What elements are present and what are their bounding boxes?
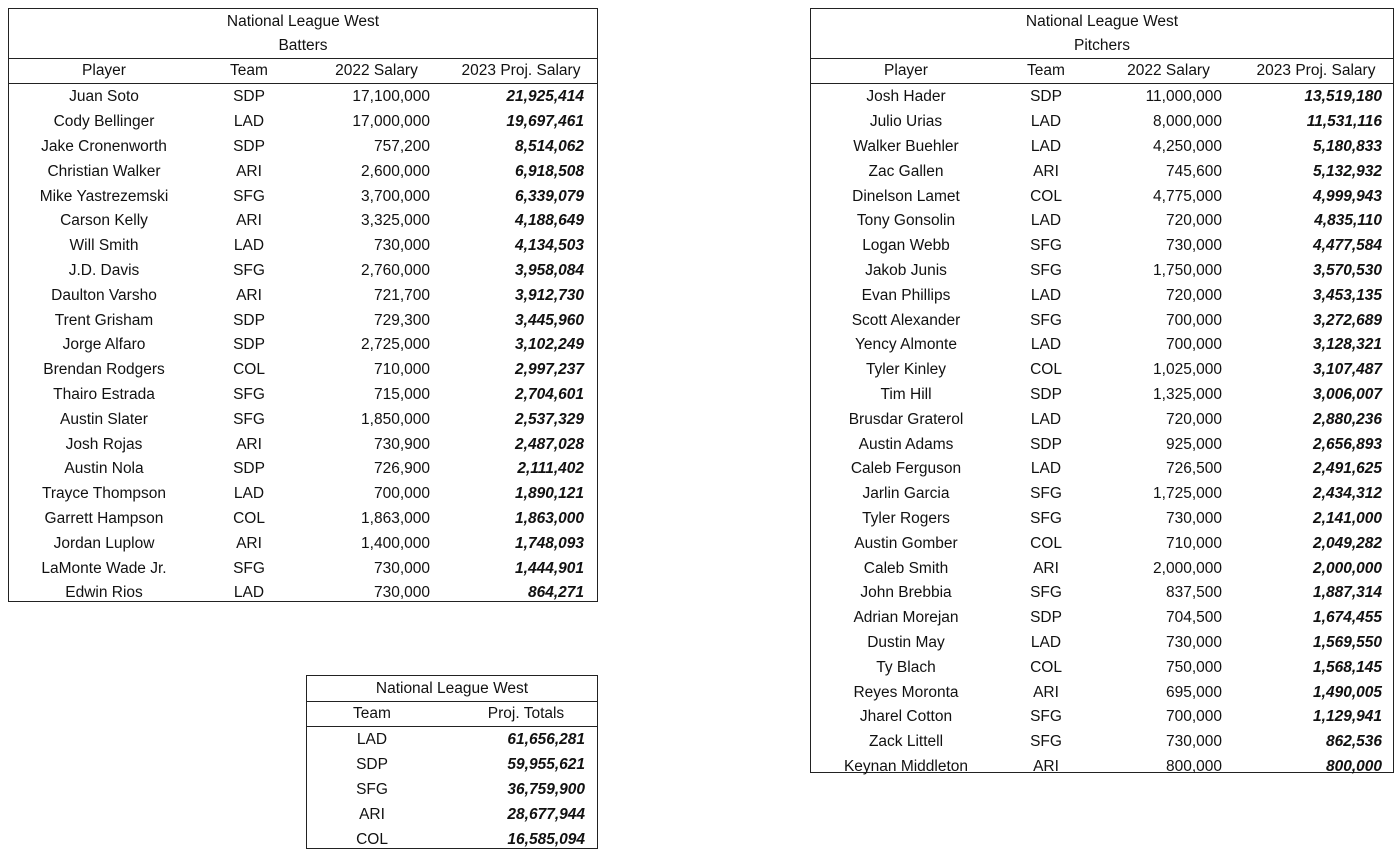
batters-title-league: National League West: [226, 13, 380, 30]
proj-salary-2023: 3,102,249: [515, 336, 584, 354]
table-row: [9, 308, 597, 333]
table-row: [9, 383, 597, 408]
salary-2022: 720,000: [1165, 286, 1222, 304]
proj-salary-2023: 3,272,689: [1313, 311, 1382, 329]
proj-total: 28,677,944: [507, 805, 585, 823]
table-row: [811, 581, 1393, 606]
player-name: Julio Urias: [869, 113, 943, 131]
player-name: Yency Almonte: [855, 336, 957, 354]
player-name: Daulton Varsho: [51, 286, 157, 304]
col-header-2023-proj-salary: 2023 Proj. Salary: [1256, 62, 1376, 79]
proj-salary-2023: 2,537,329: [515, 410, 584, 428]
player-name: Brendan Rodgers: [43, 361, 165, 379]
proj-salary-2023: 1,444,901: [515, 559, 584, 577]
proj-salary-2023: 1,568,145: [1313, 658, 1382, 676]
proj-salary-2023: 5,180,833: [1313, 137, 1382, 155]
player-name: Brusdar Graterol: [848, 410, 964, 428]
player-name: Reyes Moronta: [853, 683, 959, 701]
team-code: SFG: [1030, 584, 1062, 602]
player-name: Juan Soto: [69, 88, 139, 106]
batters-header-row: [9, 59, 597, 84]
table-row: [9, 184, 597, 209]
player-name: Austin Adams: [858, 435, 954, 453]
salary-2022: 8,000,000: [1153, 113, 1222, 131]
team-code: ARI: [236, 162, 262, 180]
table-row: [9, 333, 597, 358]
table-row: [811, 482, 1393, 507]
proj-salary-2023: 3,570,530: [1313, 261, 1382, 279]
player-name: Jakob Junis: [865, 261, 947, 279]
team-code: SFG: [233, 261, 265, 279]
player-name: Austin Nola: [64, 460, 144, 478]
salary-2022: 726,900: [373, 460, 430, 478]
table-row: [307, 728, 597, 753]
proj-salary-2023: 3,128,321: [1313, 336, 1382, 354]
table-row: [9, 209, 597, 234]
proj-salary-2023: 21,925,414: [506, 88, 584, 106]
table-row: [811, 358, 1393, 383]
salary-2022: 700,000: [1165, 708, 1222, 726]
salary-2022: 710,000: [1165, 534, 1222, 552]
proj-salary-2023: 4,477,584: [1313, 237, 1382, 255]
proj-salary-2023: 1,674,455: [1313, 609, 1382, 627]
team-code: LAD: [1030, 286, 1062, 304]
table-row: [811, 730, 1393, 755]
player-name: LaMonte Wade Jr.: [41, 559, 167, 577]
proj-salary-2023: 3,453,135: [1313, 286, 1382, 304]
table-row: [811, 407, 1393, 432]
salary-2022: 721,700: [373, 286, 430, 304]
player-name: Dustin May: [867, 633, 945, 651]
table-row: [307, 753, 597, 778]
table-row: [9, 234, 597, 259]
player-name: Caleb Smith: [863, 559, 949, 577]
player-name: Scott Alexander: [851, 311, 961, 329]
proj-salary-2023: 1,887,314: [1313, 584, 1382, 602]
salary-2022: 1,325,000: [1153, 385, 1222, 403]
table-row: [9, 482, 597, 507]
table-row: [811, 507, 1393, 532]
player-name: Austin Gomber: [854, 534, 958, 552]
salary-2022: 726,500: [1165, 460, 1222, 478]
table-row: [9, 531, 597, 556]
proj-salary-2023: 19,697,461: [506, 113, 584, 131]
salary-2022: 1,025,000: [1153, 361, 1222, 379]
team-code: SDP: [1030, 435, 1062, 453]
table-row: [9, 85, 597, 110]
player-name: Tim Hill: [880, 385, 932, 403]
table-row: [9, 159, 597, 184]
proj-salary-2023: 2,491,625: [1313, 460, 1382, 478]
table-row: [811, 680, 1393, 705]
table-row: [811, 606, 1393, 631]
salary-2022: 730,000: [1165, 237, 1222, 255]
player-name: John Brebbia: [860, 584, 952, 602]
player-name: Josh Rojas: [65, 435, 143, 453]
salary-2022: 750,000: [1165, 658, 1222, 676]
salary-2022: 745,600: [1165, 162, 1222, 180]
team-code: ARI: [359, 805, 385, 823]
proj-salary-2023: 8,514,062: [515, 137, 584, 155]
proj-salary-2023: 1,748,093: [515, 534, 584, 552]
proj-salary-2023: 3,912,730: [515, 286, 584, 304]
salary-2022: 757,200: [373, 137, 430, 155]
team-code: LAD: [1030, 410, 1062, 428]
totals-header-row: [307, 702, 597, 727]
proj-salary-2023: 864,271: [527, 584, 584, 602]
proj-salary-2023: 2,000,000: [1313, 559, 1382, 577]
table-row: [811, 705, 1393, 730]
team-code: LAD: [1030, 212, 1062, 230]
player-name: Adrian Morejan: [853, 609, 959, 627]
team-code: LAD: [1030, 113, 1062, 131]
team-code: ARI: [1033, 757, 1059, 775]
salary-2022: 695,000: [1165, 683, 1222, 701]
team-code: ARI: [1033, 559, 1059, 577]
salary-2022: 1,850,000: [361, 410, 430, 428]
team-code: SDP: [233, 336, 265, 354]
player-name: Jharel Cotton: [859, 708, 953, 726]
proj-salary-2023: 2,656,893: [1313, 435, 1382, 453]
team-code: SFG: [356, 780, 388, 798]
table-row: [811, 159, 1393, 184]
team-code: SFG: [1030, 237, 1062, 255]
salary-2022: 700,000: [1165, 311, 1222, 329]
team-code: ARI: [236, 435, 262, 453]
pitchers-title-group: Pitchers: [1074, 37, 1130, 54]
proj-salary-2023: 1,129,941: [1313, 708, 1382, 726]
col-header-team: Team: [353, 705, 391, 722]
pitchers-rows: [811, 84, 1393, 779]
salary-2022: 730,900: [373, 435, 430, 453]
salary-2022: 730,000: [1165, 733, 1222, 751]
table-row: [9, 358, 597, 383]
col-header-player: Player: [884, 62, 928, 79]
team-code: LAD: [1030, 633, 1062, 651]
proj-salary-2023: 2,049,282: [1313, 534, 1382, 552]
player-name: Jordan Luplow: [53, 534, 155, 552]
proj-salary-2023: 3,107,487: [1313, 361, 1382, 379]
table-row: [307, 802, 597, 827]
team-code: COL: [233, 509, 265, 527]
team-code: ARI: [1033, 162, 1059, 180]
table-row: [811, 631, 1393, 656]
table-row: [811, 333, 1393, 358]
col-header-2023-proj-salary: 2023 Proj. Salary: [461, 62, 581, 79]
proj-salary-2023: 1,490,005: [1313, 683, 1382, 701]
team-code: ARI: [236, 534, 262, 552]
proj-salary-2023: 2,997,237: [515, 361, 584, 379]
table-row: [811, 209, 1393, 234]
team-code: COL: [1030, 534, 1062, 552]
team-code: SDP: [233, 460, 265, 478]
proj-total: 61,656,281: [507, 731, 585, 749]
pitchers-title-league: National League West: [1025, 13, 1179, 30]
salary-2022: 1,863,000: [361, 509, 430, 527]
proj-salary-2023: 11,531,116: [1306, 113, 1382, 131]
proj-salary-2023: 2,704,601: [515, 385, 584, 403]
salary-2022: 710,000: [373, 361, 430, 379]
col-header-2022-salary: 2022 Salary: [1127, 62, 1210, 79]
proj-salary-2023: 3,445,960: [515, 311, 584, 329]
salary-2022: 2,725,000: [361, 336, 430, 354]
table-row: [307, 778, 597, 803]
salary-2022: 730,000: [1165, 633, 1222, 651]
salary-2022: 730,000: [373, 559, 430, 577]
player-name: Tyler Kinley: [865, 361, 947, 379]
table-row: [811, 234, 1393, 259]
team-code: SFG: [233, 410, 265, 428]
proj-salary-2023: 2,880,236: [1313, 410, 1382, 428]
team-code: ARI: [1033, 683, 1059, 701]
table-row: [811, 432, 1393, 457]
team-code: COL: [1030, 361, 1062, 379]
player-name: Jorge Alfaro: [62, 336, 146, 354]
proj-salary-2023: 3,006,007: [1313, 385, 1382, 403]
proj-salary-2023: 5,132,932: [1313, 162, 1382, 180]
totals-title-block: [307, 676, 597, 702]
player-name: Walker Buehler: [853, 137, 959, 155]
player-name: Evan Phillips: [861, 286, 951, 304]
player-name: Trent Grisham: [54, 311, 154, 329]
table-row: [9, 259, 597, 284]
salary-2022: 925,000: [1165, 435, 1222, 453]
col-header-proj-totals: Proj. Totals: [487, 705, 565, 722]
player-name: Caleb Ferguson: [850, 460, 962, 478]
proj-salary-2023: 6,918,508: [515, 162, 584, 180]
salary-2022: 2,000,000: [1153, 559, 1222, 577]
table-row: [307, 827, 597, 852]
salary-2022: 730,000: [373, 584, 430, 602]
player-name: Keynan Middleton: [843, 757, 969, 775]
player-name: Josh Hader: [866, 88, 946, 106]
proj-salary-2023: 4,188,649: [515, 212, 584, 230]
salary-2022: 3,325,000: [361, 212, 430, 230]
player-name: Thairo Estrada: [53, 385, 155, 403]
team-code: LAD: [233, 113, 265, 131]
batters-rows: [9, 84, 597, 606]
team-code: SFG: [1030, 261, 1062, 279]
pitchers-header-row: [811, 59, 1393, 84]
team-code: COL: [1030, 187, 1062, 205]
proj-salary-2023: 1,569,550: [1313, 633, 1382, 651]
team-code: SFG: [233, 187, 265, 205]
team-code: SDP: [233, 311, 265, 329]
proj-salary-2023: 1,890,121: [515, 485, 584, 503]
proj-salary-2023: 6,339,079: [515, 187, 584, 205]
player-name: Garrett Hampson: [44, 509, 164, 527]
player-name: Austin Slater: [60, 410, 148, 428]
col-header-player: Player: [82, 62, 126, 79]
proj-salary-2023: 2,487,028: [515, 435, 584, 453]
salary-2022: 17,000,000: [352, 113, 430, 131]
team-code: SFG: [1030, 708, 1062, 726]
team-code: SFG: [1030, 509, 1062, 527]
table-row: [9, 581, 597, 606]
table-row: [811, 85, 1393, 110]
team-code: ARI: [236, 212, 262, 230]
salary-2022: 2,600,000: [361, 162, 430, 180]
table-row: [811, 283, 1393, 308]
table-row: [811, 556, 1393, 581]
proj-salary-2023: 1,863,000: [515, 509, 584, 527]
table-row: [9, 407, 597, 432]
salary-2022: 729,300: [373, 311, 430, 329]
table-row: [9, 283, 597, 308]
salary-2022: 1,750,000: [1153, 261, 1222, 279]
table-row: [811, 308, 1393, 333]
table-row: [811, 655, 1393, 680]
table-row: [811, 531, 1393, 556]
proj-salary-2023: 3,958,084: [515, 261, 584, 279]
proj-salary-2023: 862,536: [1325, 733, 1382, 751]
player-name: Christian Walker: [47, 162, 161, 180]
table-row: [9, 432, 597, 457]
table-row: [811, 184, 1393, 209]
table-row: [811, 457, 1393, 482]
player-name: Jarlin Garcia: [862, 485, 950, 503]
salary-2022: 2,760,000: [361, 261, 430, 279]
team-totals-table: [306, 675, 598, 849]
proj-total: 59,955,621: [507, 756, 585, 774]
pitchers-title-block: [811, 9, 1393, 59]
table-row: [9, 556, 597, 581]
team-code: SFG: [233, 385, 265, 403]
player-name: Carson Kelly: [60, 212, 148, 230]
batters-table: [8, 8, 598, 602]
table-row: [811, 383, 1393, 408]
player-name: Edwin Rios: [65, 584, 143, 602]
team-code: SDP: [356, 756, 388, 774]
salary-2022: 700,000: [1165, 336, 1222, 354]
player-name: Tyler Rogers: [862, 509, 950, 527]
table-row: [9, 457, 597, 482]
player-name: Jake Cronenworth: [41, 137, 167, 155]
salary-2022: 4,250,000: [1153, 137, 1222, 155]
team-code: SDP: [1030, 385, 1062, 403]
totals-rows: [307, 727, 597, 852]
salary-2022: 800,000: [1165, 757, 1222, 775]
team-code: LAD: [356, 731, 388, 749]
proj-salary-2023: 800,000: [1325, 757, 1382, 775]
proj-salary-2023: 2,111,402: [517, 460, 584, 478]
player-name: Tony Gonsolin: [856, 212, 956, 230]
player-name: Dinelson Lamet: [852, 187, 960, 205]
table-row: [9, 110, 597, 135]
totals-title: National League West: [375, 680, 529, 697]
salary-2022: 837,500: [1165, 584, 1222, 602]
col-header-team: Team: [230, 62, 268, 79]
salary-2022: 704,500: [1165, 609, 1222, 627]
salary-2022: 730,000: [1165, 509, 1222, 527]
table-row: [9, 507, 597, 532]
player-name: Zac Gallen: [868, 162, 944, 180]
salary-2022: 700,000: [373, 485, 430, 503]
player-name: Trayce Thompson: [41, 485, 167, 503]
batters-title-group: Batters: [278, 37, 328, 54]
table-row: [811, 755, 1393, 780]
proj-salary-2023: 4,134,503: [515, 237, 584, 255]
player-name: Will Smith: [69, 237, 139, 255]
proj-salary-2023: 2,434,312: [1313, 485, 1382, 503]
player-name: Cody Bellinger: [53, 113, 155, 131]
player-name: Zack Littell: [868, 733, 944, 751]
table-row: [9, 135, 597, 160]
salary-2022: 720,000: [1165, 410, 1222, 428]
team-code: LAD: [1030, 137, 1062, 155]
salary-2022: 720,000: [1165, 212, 1222, 230]
team-code: LAD: [1030, 336, 1062, 354]
team-code: SFG: [1030, 485, 1062, 503]
team-code: ARI: [236, 286, 262, 304]
team-code: SDP: [1030, 609, 1062, 627]
team-code: COL: [1030, 658, 1062, 676]
team-code: LAD: [1030, 460, 1062, 478]
proj-salary-2023: 4,835,110: [1314, 212, 1382, 230]
salary-2022: 1,725,000: [1153, 485, 1222, 503]
team-code: COL: [233, 361, 265, 379]
salary-2022: 715,000: [373, 385, 430, 403]
player-name: Ty Blach: [876, 658, 936, 676]
proj-salary-2023: 2,141,000: [1313, 509, 1382, 527]
salary-2022: 1,400,000: [361, 534, 430, 552]
team-code: COL: [356, 830, 388, 848]
player-name: Logan Webb: [862, 237, 950, 255]
table-row: [811, 110, 1393, 135]
col-header-2022-salary: 2022 Salary: [335, 62, 418, 79]
salary-2022: 3,700,000: [361, 187, 430, 205]
proj-salary-2023: 4,999,943: [1313, 187, 1382, 205]
team-code: SDP: [233, 88, 265, 106]
salary-2022: 17,100,000: [352, 88, 430, 106]
proj-total: 36,759,900: [507, 780, 585, 798]
table-row: [811, 259, 1393, 284]
table-row: [811, 135, 1393, 160]
team-code: LAD: [233, 237, 265, 255]
salary-2022: 11,000,000: [1145, 88, 1222, 106]
salary-2022: 4,775,000: [1153, 187, 1222, 205]
player-name: J.D. Davis: [68, 261, 140, 279]
team-code: LAD: [233, 584, 265, 602]
proj-total: 16,585,094: [507, 830, 585, 848]
team-code: SDP: [233, 137, 265, 155]
team-code: SFG: [233, 559, 265, 577]
team-code: SDP: [1030, 88, 1062, 106]
col-header-team: Team: [1027, 62, 1065, 79]
salary-2022: 730,000: [373, 237, 430, 255]
proj-salary-2023: 13,519,180: [1304, 88, 1382, 106]
batters-title-block: [9, 9, 597, 59]
player-name: Mike Yastrezemski: [39, 187, 169, 205]
team-code: SFG: [1030, 733, 1062, 751]
team-code: LAD: [233, 485, 265, 503]
team-code: SFG: [1030, 311, 1062, 329]
pitchers-table: [810, 8, 1394, 773]
